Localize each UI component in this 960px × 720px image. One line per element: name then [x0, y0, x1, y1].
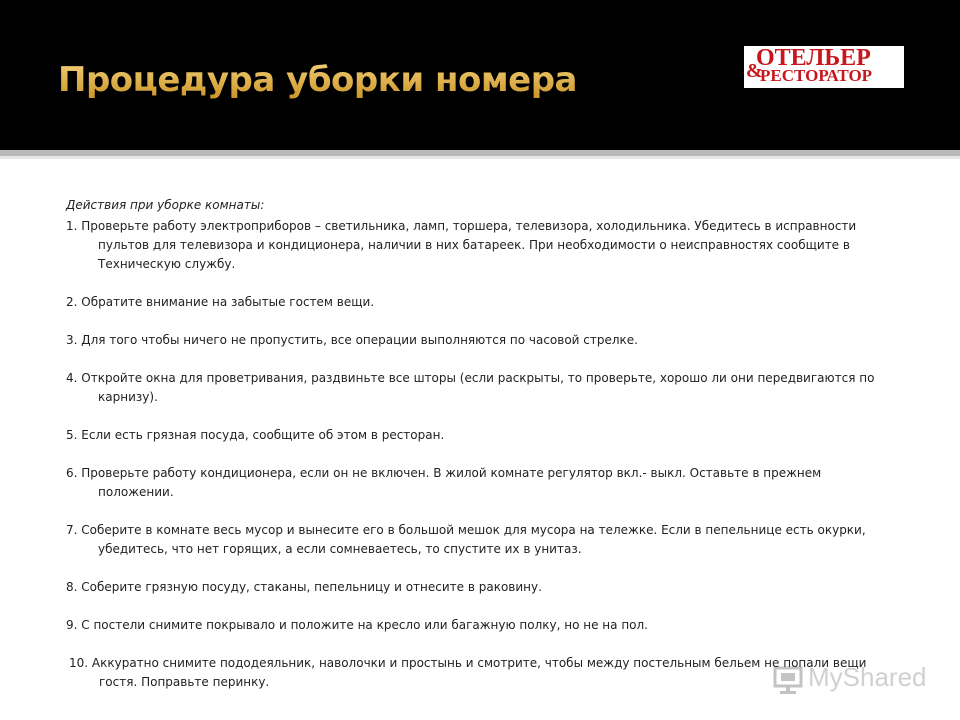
- list-item: 4. Откройте окна для проветривания, раздвиньте все шторы (если раскрыты, то проверьте, хорошо ли они передвигаются по карнизу).: [66, 371, 875, 404]
- logo: [744, 46, 904, 88]
- slide-body: [66, 196, 896, 711]
- presentation-icon: [772, 664, 804, 696]
- list-item: 1. Проверьте работу электроприборов – светильника, ламп, торшера, телевизора, холодильника. Убедитесь в исправности пультов для телевизора и кондиционера, наличии в них батареек. При необходимости о неисправностях сообщите в Техническую службу.: [66, 219, 857, 271]
- logo-ampersand: &: [746, 60, 763, 82]
- logo-text-line2: РЕСТОРАТОР: [760, 66, 873, 85]
- list-item: 2. Обратите внимание на забытые гостем вещи.: [66, 295, 375, 309]
- header-divider-light: [0, 156, 960, 159]
- list-item: 7. Соберите в комнате весь мусор и вынесите его в большой мешок для мусора на тележке. Если в пепельнице есть окурки, убедитесь, что нет горящих, а если сомневаетесь, то спустите их в унитаз.: [66, 523, 866, 556]
- list-item: 10. Аккуратно снимите пододеяльник, наволочки и простынь и смотрите, чтобы между постельным бельем не попали вещи гостя. Поправьте перинку.: [69, 656, 867, 689]
- list-item: 6. Проверьте работу кондиционера, если он не включен. В жилой комнате регулятор вкл.- выкл. Оставьте в прежнем положении.: [66, 466, 822, 499]
- body-heading: Действия при уборке комнаты:: [66, 198, 265, 212]
- list-item: 9. С постели снимите покрывало и положите на кресло или багажную полку, но не на пол.: [66, 618, 648, 632]
- logo-text-line1: ОТЕЛЬЕР: [756, 45, 871, 71]
- list-item: 8. Соберите грязную посуду, стаканы, пепельницу и отнесите в раковину.: [66, 580, 542, 594]
- page-title: Процедура уборки номера: [58, 60, 577, 100]
- watermark: [770, 660, 930, 700]
- watermark-text: MyShared: [808, 662, 927, 692]
- list-item: 5. Если есть грязная посуда, сообщите об этом в ресторан.: [66, 428, 445, 442]
- list-item: 3. Для того чтобы ничего не пропустить, все операции выполняются по часовой стрелке.: [66, 333, 638, 347]
